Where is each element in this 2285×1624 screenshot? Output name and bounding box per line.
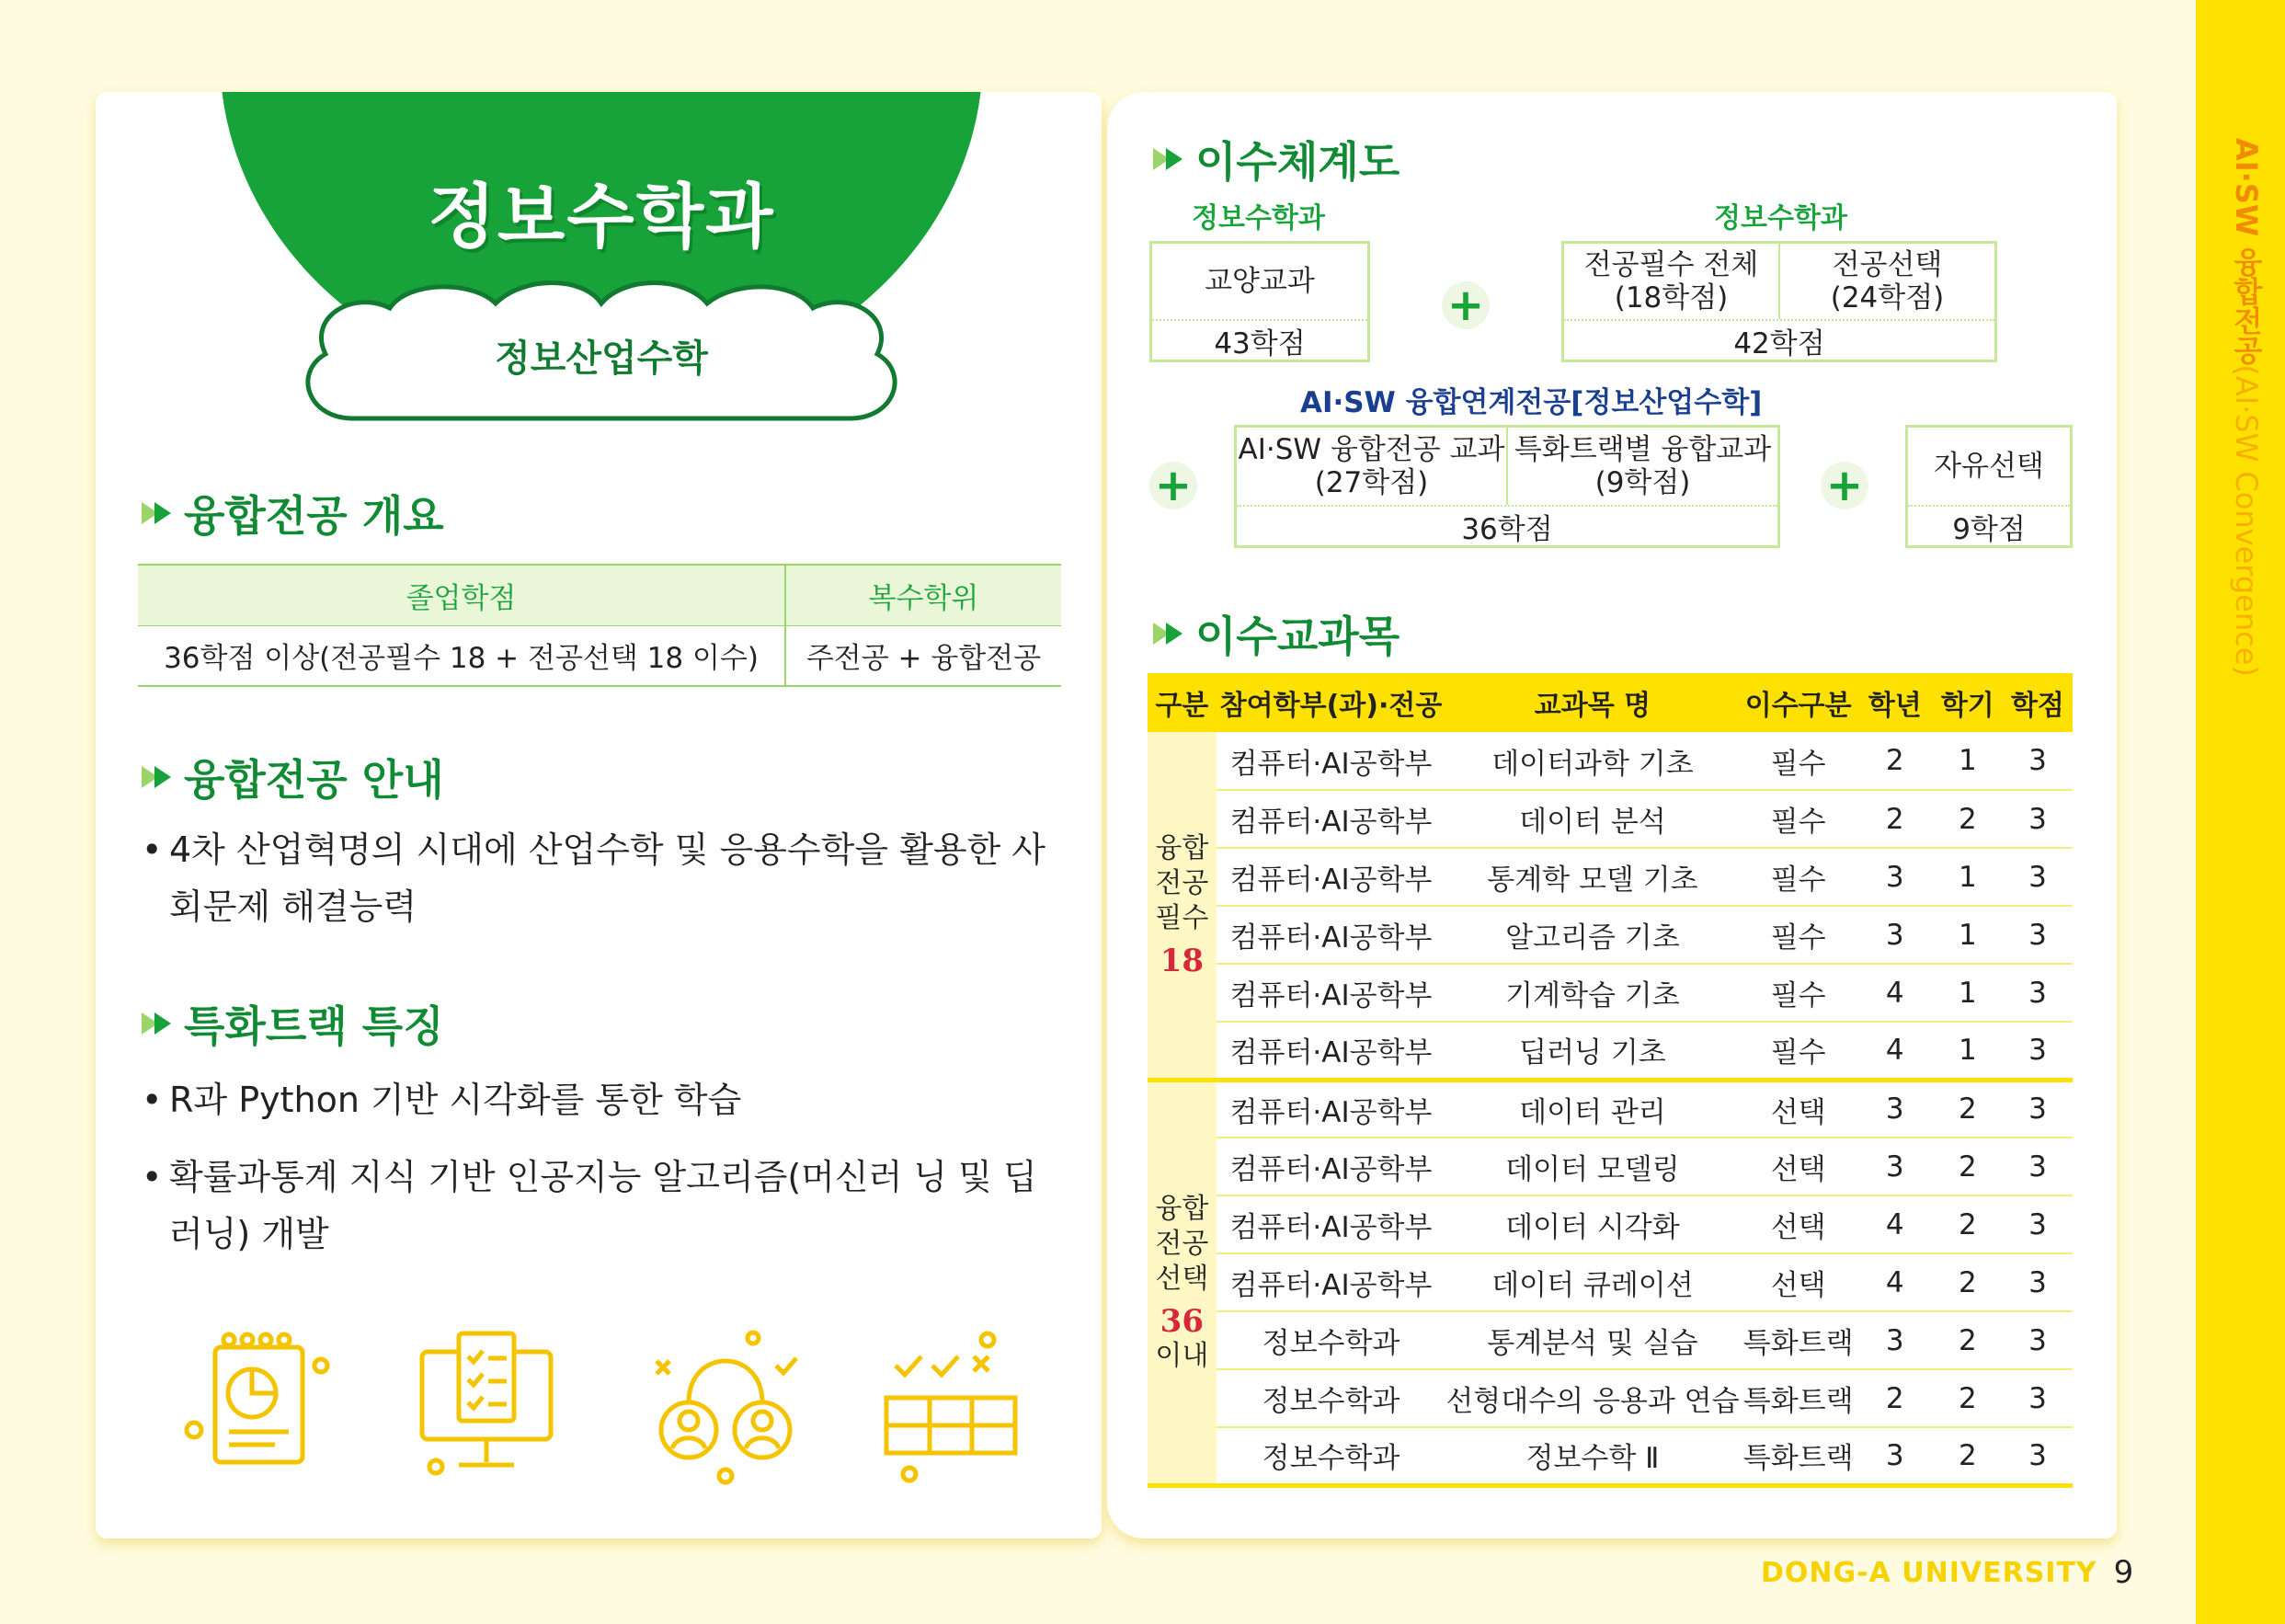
double-arrow-icon xyxy=(140,1010,178,1037)
double-arrow-icon xyxy=(1151,620,1190,647)
cell-semester: 1 xyxy=(1933,848,2003,906)
cell-semester: 2 xyxy=(1933,1195,2003,1253)
cell-type: 선택 xyxy=(1740,1253,1857,1311)
aisw-box xyxy=(1234,425,1780,548)
table-row xyxy=(1148,848,2073,906)
table-row xyxy=(1148,1253,2073,1311)
cell-semester: 1 xyxy=(1933,732,2003,790)
table-row xyxy=(1148,1080,2073,1138)
cell-course: 데이터 관리 xyxy=(1445,1080,1739,1138)
cell-department: 컴퓨터·AI공학부 xyxy=(1217,1080,1446,1138)
cell-department: 컴퓨터·AI공학부 xyxy=(1217,1195,1446,1253)
guide-list xyxy=(142,821,1070,955)
cell-type: 특화트랙 xyxy=(1740,1311,1857,1369)
cell-semester: 2 xyxy=(1933,1369,2003,1427)
header-year: 학년 xyxy=(1857,673,1933,732)
overview-heading xyxy=(140,483,444,543)
cell-course: 통계분석 및 실습 xyxy=(1445,1311,1739,1369)
cell-course: 데이터 시각화 xyxy=(1445,1195,1739,1253)
table-row xyxy=(1148,906,2073,964)
cell-type: 필수 xyxy=(1740,906,1857,964)
table-row xyxy=(1148,1311,2073,1369)
track-bullet-text: 확률과통계 지식 기반 인공지능 알고리즘(머신러 닝 및 딥러닝) 개발 xyxy=(169,1157,1037,1254)
guide-heading-text: 융합전공 안내 xyxy=(184,755,444,805)
cell-year: 4 xyxy=(1857,964,1933,1022)
liberal-credits: 43학점 xyxy=(1214,326,1306,360)
department-title: 정보수학과 xyxy=(428,176,775,257)
table-row xyxy=(1148,1427,2073,1485)
cell-credits: 3 xyxy=(2003,790,2073,848)
table-row xyxy=(1148,1369,2073,1427)
major-required: 전공필수 전체 (18학점) xyxy=(1583,248,1759,315)
double-arrow-icon xyxy=(140,499,178,527)
cell-course: 데이터 분석 xyxy=(1445,790,1739,848)
liberal-box xyxy=(1149,241,1370,362)
cell-course: 기계학습 기초 xyxy=(1445,964,1739,1022)
cell-credits: 3 xyxy=(2003,1253,2073,1311)
overview-header-credits: 졸업학점 xyxy=(138,565,785,625)
page-footer xyxy=(1761,1554,2133,1591)
cell-credits: 3 xyxy=(2003,1311,2073,1369)
cell-semester: 2 xyxy=(1933,790,2003,848)
table-row xyxy=(1148,964,2073,1022)
free-credits: 9학점 xyxy=(1952,512,2026,546)
side-tab-korean: AI·SW 융합전공 xyxy=(2229,138,2264,365)
header-course: 교과목 명 xyxy=(1445,673,1739,732)
table-row xyxy=(1148,732,2073,790)
cell-semester: 2 xyxy=(1933,1427,2003,1485)
cell-department: 컴퓨터·AI공학부 xyxy=(1217,848,1446,906)
cell-credits: 3 xyxy=(2003,1022,2073,1080)
cell-year: 2 xyxy=(1857,732,1933,790)
curriculum-heading-text: 이수체계도 xyxy=(1195,137,1400,187)
overview-table xyxy=(138,564,1061,687)
free-title: 자유선택 xyxy=(1934,450,2044,483)
cell-credits: 3 xyxy=(2003,1427,2073,1485)
guide-heading xyxy=(140,747,444,807)
list-item: • 4차 산업혁명의 시대에 산업수학 및 응용수학을 활용한 사회문제 해결능력 xyxy=(142,821,1070,935)
table-row xyxy=(1148,1138,2073,1195)
cell-semester: 1 xyxy=(1933,906,2003,964)
cell-type: 선택 xyxy=(1740,1195,1857,1253)
cell-year: 4 xyxy=(1857,1253,1933,1311)
group-credit-number: 18 xyxy=(1160,942,1204,979)
group-credit-number: 36 xyxy=(1160,1302,1204,1340)
courses-heading xyxy=(1151,603,1400,664)
report-chart-icon xyxy=(187,1334,327,1462)
cell-course: 데이터 큐레이션 xyxy=(1445,1253,1739,1311)
cell-semester: 2 xyxy=(1933,1080,2003,1138)
table-row xyxy=(1148,790,2073,848)
courses-table xyxy=(1148,673,2073,1488)
cell-year: 4 xyxy=(1857,1022,1933,1080)
header-credits: 학점 xyxy=(2003,673,2073,732)
cell-type: 필수 xyxy=(1740,848,1857,906)
overview-degree: 주전공 + 융합전공 xyxy=(785,625,1061,686)
liberal-title: 교양교과 xyxy=(1205,265,1315,298)
group-label-text: 융합 전공 필수 xyxy=(1155,831,1209,934)
calendar-check-icon xyxy=(886,1333,1015,1481)
cell-semester: 1 xyxy=(1933,964,2003,1022)
cell-department: 컴퓨터·AI공학부 xyxy=(1217,790,1446,848)
cell-semester: 2 xyxy=(1933,1253,2003,1311)
cell-department: 컴퓨터·AI공학부 xyxy=(1217,732,1446,790)
cell-year: 3 xyxy=(1857,848,1933,906)
group-credit-suffix: 이내 xyxy=(1155,1339,1209,1372)
cell-credits: 3 xyxy=(2003,848,2073,906)
university-name: DONG-A UNIVERSITY xyxy=(1761,1556,2097,1589)
guide-bullet-text: 4차 산업혁명의 시대에 산업수학 및 응용수학을 활용한 사회문제 해결능력 xyxy=(169,829,1046,927)
major-box xyxy=(1561,241,1997,362)
cell-course: 데이터과학 기초 xyxy=(1445,732,1739,790)
free-box xyxy=(1905,425,2073,548)
track-heading-text: 특화트랙 특징 xyxy=(184,1001,444,1051)
plus-icon: + xyxy=(1149,462,1197,509)
track-bullet-text: R과 Python 기반 시각화를 통한 학습 xyxy=(169,1080,742,1120)
cell-credits: 3 xyxy=(2003,1080,2073,1138)
label-dept-right: 정보수학과 xyxy=(1714,202,1847,234)
cell-credits: 3 xyxy=(2003,1195,2073,1253)
track-heading xyxy=(140,993,444,1054)
cell-credits: 3 xyxy=(2003,906,2073,964)
cell-year: 3 xyxy=(1857,1080,1933,1138)
cell-department: 정보수학과 xyxy=(1217,1369,1446,1427)
cell-department: 정보수학과 xyxy=(1217,1311,1446,1369)
overview-header-degree: 복수학위 xyxy=(785,565,1061,625)
computer-checklist-icon xyxy=(422,1333,551,1473)
cell-course: 알고리즘 기초 xyxy=(1445,906,1739,964)
cell-course: 통계학 모델 기초 xyxy=(1445,848,1739,906)
cell-department: 컴퓨터·AI공학부 xyxy=(1217,1022,1446,1080)
list-item: • R과 Python 기반 시각화를 통한 학습 xyxy=(142,1071,1070,1128)
group-label xyxy=(1148,732,1217,1080)
side-tab-english: (AI·SW Convergence) xyxy=(2229,364,2264,677)
cell-type: 필수 xyxy=(1740,964,1857,1022)
double-arrow-icon xyxy=(1151,145,1190,173)
cell-type: 필수 xyxy=(1740,790,1857,848)
double-arrow-icon xyxy=(140,763,178,791)
aisw-core: AI·SW 융합전공 교과 (27학점) xyxy=(1238,433,1505,499)
cell-type: 특화트랙 xyxy=(1740,1427,1857,1485)
table-row xyxy=(1148,1195,2073,1253)
cell-type: 특화트랙 xyxy=(1740,1369,1857,1427)
aisw-program-label: AI·SW 융합연계전공[정보산업수학] xyxy=(1300,386,1763,419)
cell-credits: 3 xyxy=(2003,1138,2073,1195)
plus-icon: + xyxy=(1442,281,1490,329)
cell-year: 3 xyxy=(1857,1138,1933,1195)
cell-department: 컴퓨터·AI공학부 xyxy=(1217,964,1446,1022)
courses-header-row xyxy=(1148,673,2073,732)
group-label-text: 융합 전공 선택 xyxy=(1155,1192,1209,1295)
track-subtitle: 정보산업수학 xyxy=(495,337,708,380)
cell-semester: 1 xyxy=(1933,1022,2003,1080)
cell-semester: 2 xyxy=(1933,1311,2003,1369)
cell-credits: 3 xyxy=(2003,964,2073,1022)
cell-department: 컴퓨터·AI공학부 xyxy=(1217,906,1446,964)
cell-course: 정보수학 Ⅱ xyxy=(1445,1427,1739,1485)
label-dept-left: 정보수학과 xyxy=(1192,202,1325,234)
group-label xyxy=(1148,1080,1217,1485)
right-page xyxy=(1107,92,2117,1538)
table-row xyxy=(1148,1022,2073,1080)
cell-course: 선형대수의 응용과 연습 xyxy=(1445,1369,1739,1427)
cell-credits: 3 xyxy=(2003,732,2073,790)
plus-icon: + xyxy=(1821,462,1868,509)
cell-type: 필수 xyxy=(1740,1022,1857,1080)
decorative-icons xyxy=(183,1329,1047,1513)
header-semester: 학기 xyxy=(1933,673,2003,732)
cell-semester: 2 xyxy=(1933,1138,2003,1195)
cell-department: 정보수학과 xyxy=(1217,1427,1446,1485)
courses-heading-text: 이수교과목 xyxy=(1195,612,1400,661)
overview-heading-text: 융합전공 개요 xyxy=(184,491,444,541)
major-elective: 전공선택 (24학점) xyxy=(1778,244,1994,319)
aisw-credits: 36학점 xyxy=(1461,512,1553,546)
cell-year: 3 xyxy=(1857,1311,1933,1369)
header-category: 구분 xyxy=(1148,673,1217,732)
users-connect-icon xyxy=(657,1332,796,1482)
left-page xyxy=(96,92,1102,1538)
aisw-track: 특화트랙별 융합교과 (9학점) xyxy=(1506,428,1777,505)
cell-type: 선택 xyxy=(1740,1080,1857,1138)
list-item: • 확률과통계 지식 기반 인공지능 알고리즘(머신러 닝 및 딥러닝) 개발 xyxy=(142,1149,1070,1263)
cell-year: 3 xyxy=(1857,906,1933,964)
cell-year: 3 xyxy=(1857,1427,1933,1485)
cell-year: 4 xyxy=(1857,1195,1933,1253)
overview-credits: 36학점 이상(전공필수 18 + 전공선택 18 이수) xyxy=(138,625,785,686)
cell-year: 2 xyxy=(1857,790,1933,848)
cell-type: 필수 xyxy=(1740,732,1857,790)
cell-type: 선택 xyxy=(1740,1138,1857,1195)
cell-credits: 3 xyxy=(2003,1369,2073,1427)
side-tab-label xyxy=(2225,138,2268,677)
curriculum-heading xyxy=(1151,129,1400,189)
cell-course: 딥러닝 기초 xyxy=(1445,1022,1739,1080)
cell-year: 2 xyxy=(1857,1369,1933,1427)
track-list xyxy=(142,1071,1070,1283)
cell-course: 데이터 모델링 xyxy=(1445,1138,1739,1195)
header-type: 이수구분 xyxy=(1740,673,1857,732)
header-department: 참여학부(과)·전공 xyxy=(1217,673,1446,732)
major-credits: 42학점 xyxy=(1733,326,1825,360)
cell-department: 컴퓨터·AI공학부 xyxy=(1217,1253,1446,1311)
cell-department: 컴퓨터·AI공학부 xyxy=(1217,1138,1446,1195)
page-number: 9 xyxy=(2113,1554,2134,1591)
